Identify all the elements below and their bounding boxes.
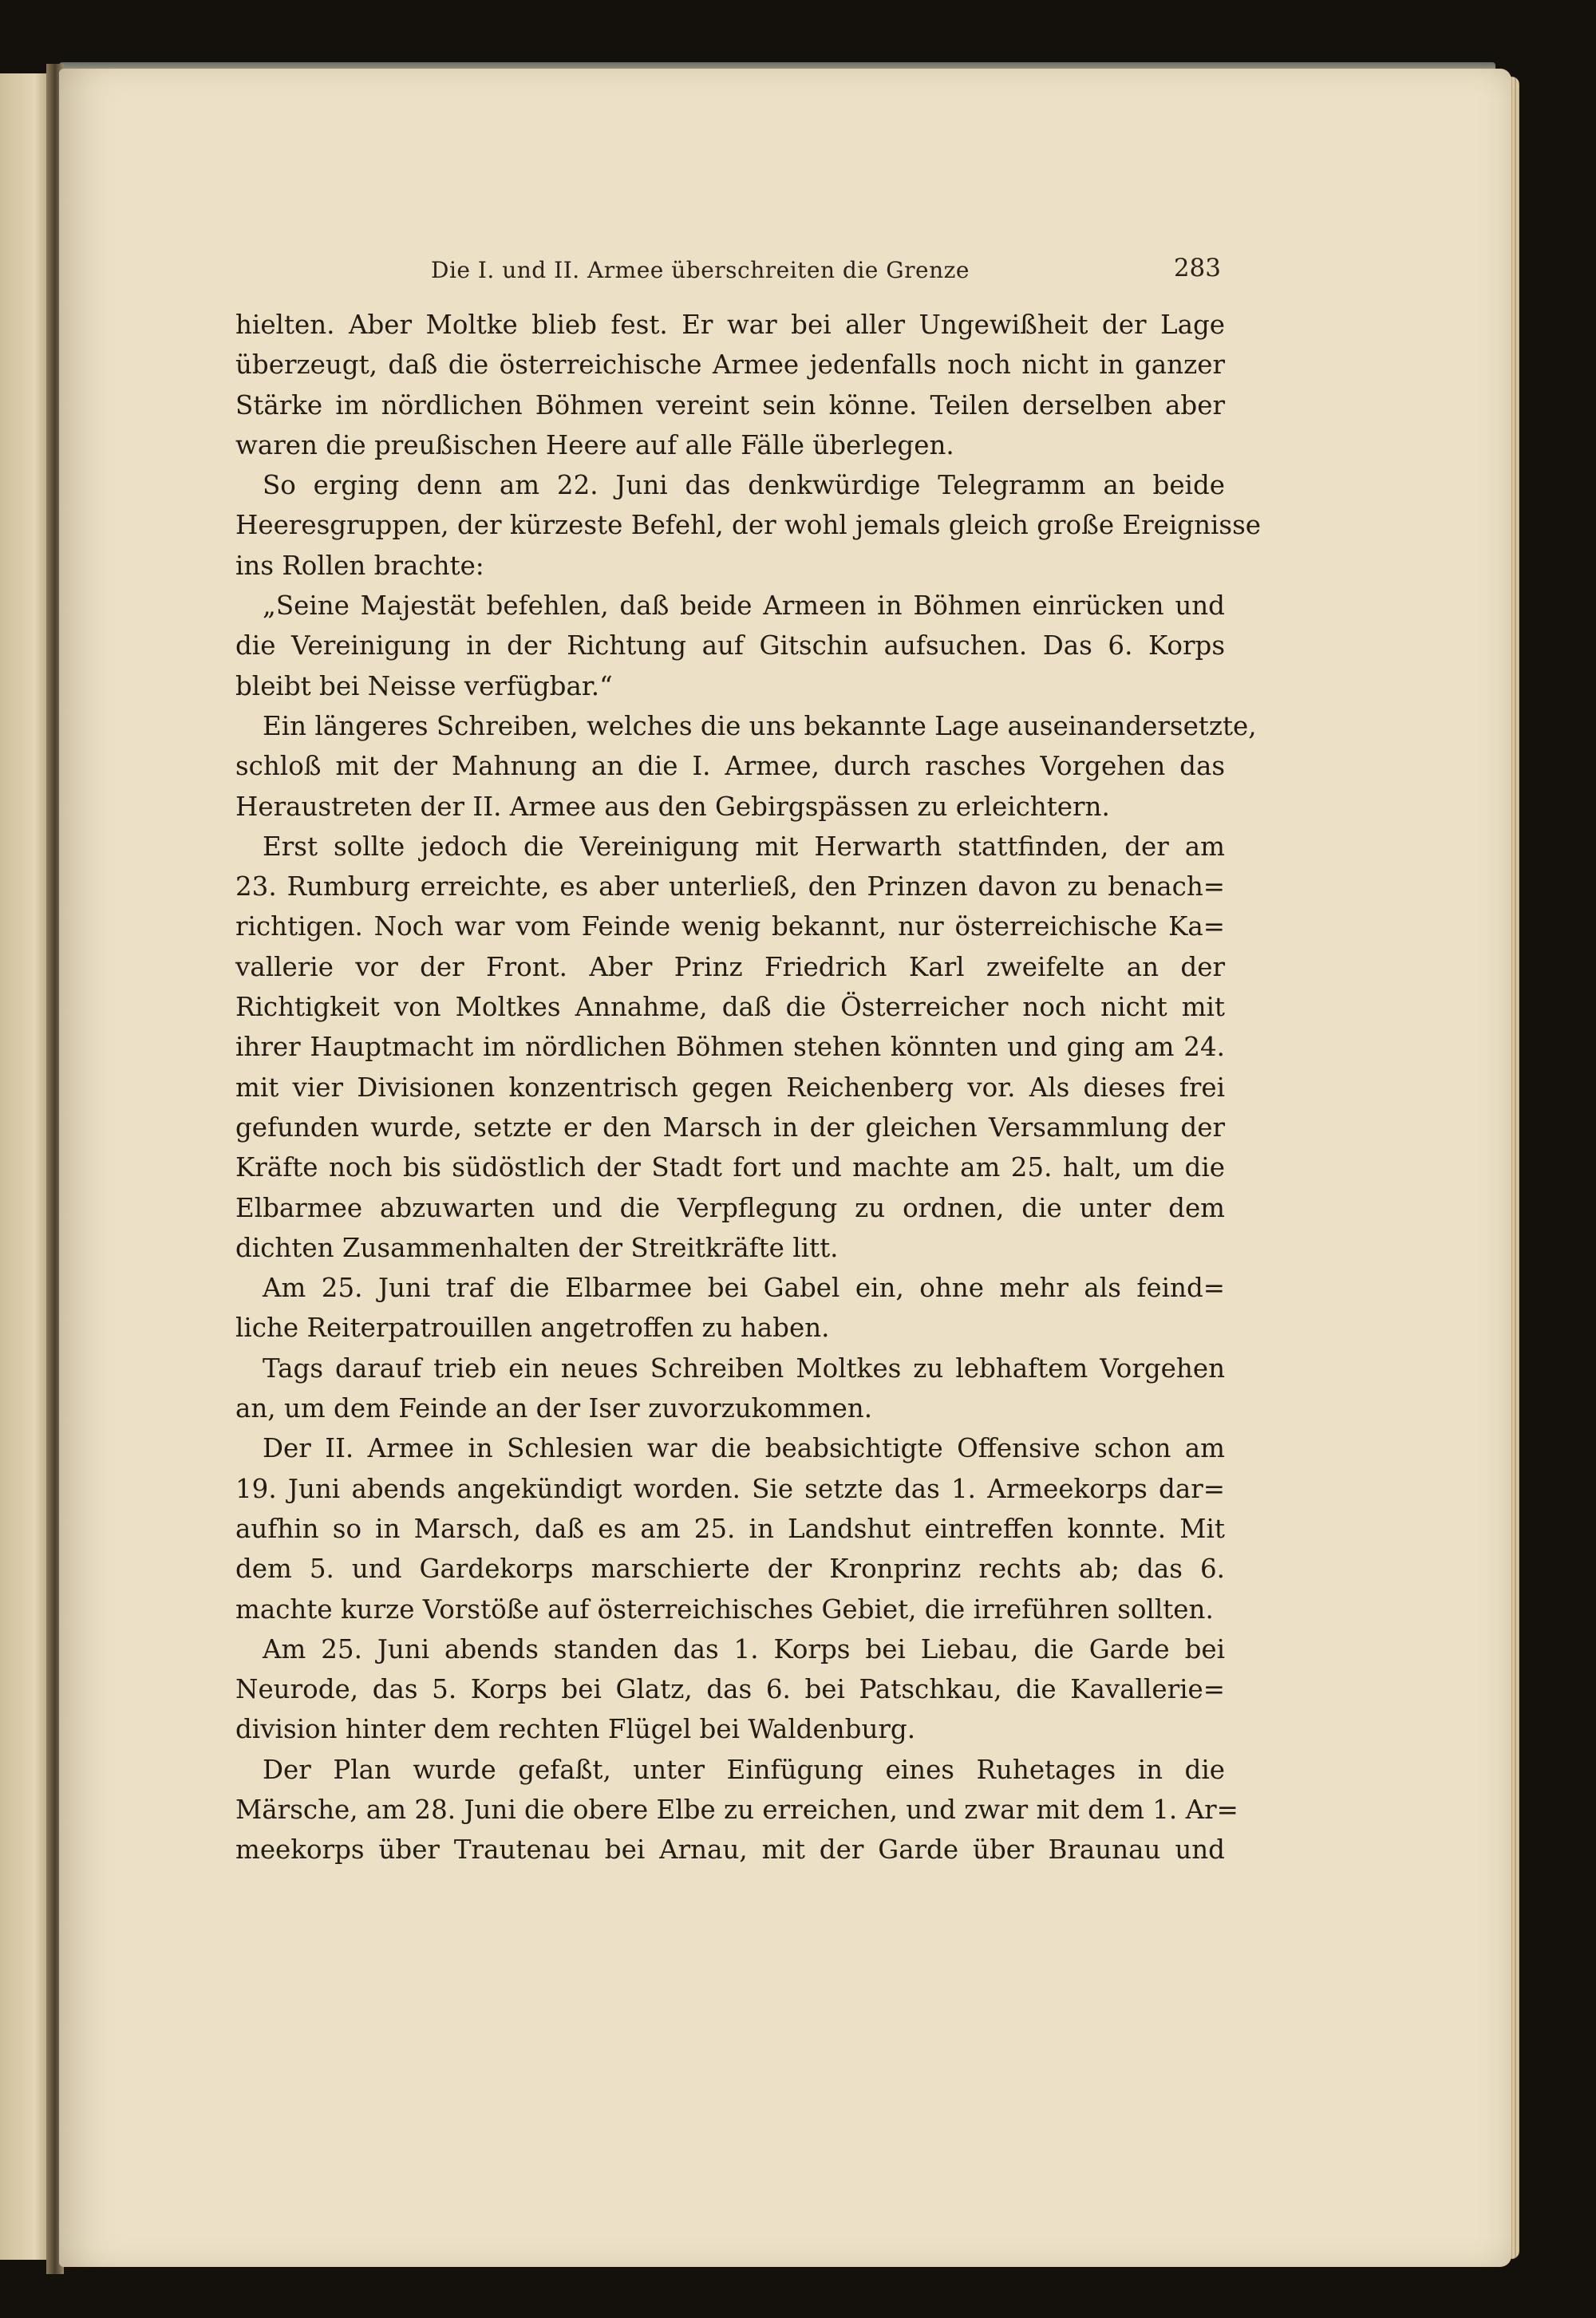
text-line: Der II. Armee in Schlesien war die beabsichtigte Offensive schon am [263,1433,1225,1464]
running-title: Die I. und II. Armee überschreiten die Grenze [431,257,970,283]
text-line: dichten Zusammenhalten der Streitkräfte litt. [235,1232,839,1263]
text-line: Am 25. Juni abends standen das 1. Korps bei Liebau, die Garde bei [263,1633,1225,1664]
text-line: waren die preußischen Heere auf alle Fälle überlegen. [235,429,954,460]
text-line: Heraustreten der II. Armee aus den Gebirgspässen zu erleichtern. [235,791,1110,822]
text-line: meekorps über Trautenau bei Arnau, mit der Garde über Braunau und [235,1834,1225,1866]
text-line: „Seine Majestät befehlen, daß beide Armeen in Böhmen einrücken und [263,590,1225,622]
text-line: dem 5. und Gardekorps marschierte der Kronprinz rechts ab; das 6. [235,1554,1225,1585]
text-line: Märsche, am 28. Juni die obere Elbe zu erreichen, und zwar mit dem 1. Ar= [235,1794,1238,1825]
text-line: bleibt bei Neisse verfügbar.“ [235,670,613,701]
text-line: mit vier Divisionen konzentrisch gegen Reichenberg vor. Als dieses frei [235,1072,1225,1103]
text-line: division hinter dem rechten Flügel bei Waldenburg. [235,1714,916,1745]
text-line: 23. Rumburg erreichte, es aber unterließ, den Prinzen davon zu benach= [235,871,1225,902]
page-number: 283 [1173,254,1221,282]
text-line: die Vereinigung in der Richtung auf Gitschin aufsuchen. Das 6. Korps [235,630,1225,661]
text-line: Richtigkeit von Moltkes Annahme, daß die Österreicher noch nicht mit [235,992,1225,1023]
text-line: Neurode, das 5. Korps bei Glatz, das 6. bei Patschkau, die Kavallerie= [235,1674,1225,1705]
text-line: ins Rollen brachte: [235,550,484,581]
text-line: So erging denn am 22. Juni das denkwürdige Telegramm an beide [263,470,1225,501]
text-line: ihrer Hauptmacht im nördlichen Böhmen stehen könnten und ging am 24. [235,1032,1225,1063]
text-line: an, um dem Feinde an der Iser zuvorzukommen. [235,1393,873,1424]
text-line: Am 25. Juni traf die Elbarmee bei Gabel ein, ohne mehr als feind= [263,1273,1225,1304]
text-line: Tags darauf trieb ein neues Schreiben Moltkes zu lebhaftem Vorgehen [263,1352,1225,1384]
text-line: liche Reiterpatrouillen angetroffen zu haben. [235,1313,830,1344]
text-line: aufhin so in Marsch, daß es am 25. in Landshut eintreffen konnte. Mit [235,1513,1225,1544]
text-line: Der Plan wurde gefaßt, unter Einfügung eines Ruhetages in die [263,1754,1225,1785]
text-line: Stärke im nördlichen Böhmen vereint sein könne. Teilen derselben aber [235,389,1225,421]
text-line: Heeresgruppen, der kürzeste Befehl, der wohl jemals gleich große Ereignisse [235,510,1261,541]
text-line: schloß mit der Mahnung an die I. Armee, durch rasches Vorgehen das [235,751,1225,782]
text-line: machte kurze Vorstöße auf österreichisches Gebiet, die irreführen sollten. [235,1593,1214,1625]
text-line: Erst sollte jedoch die Vereinigung mit Herwarth stattfinden, der am [263,831,1225,862]
text-line: vallerie vor der Front. Aber Prinz Friedrich Karl zweifelte an der [235,951,1225,982]
text-line: Elbarmee abzuwarten und die Verpflegung zu ordnen, die unter dem [235,1192,1225,1223]
text-line: 19. Juni abends angekündigt worden. Sie setzte das 1. Armeekorps dar= [235,1473,1225,1504]
left-page-edge [0,73,49,2260]
text-line: richtigen. Noch war vom Feinde wenig bekannt, nur österreichische Ka= [235,911,1225,942]
text-line: Ein längeres Schreiben, welches die uns bekannte Lage auseinandersetzte, [263,710,1257,741]
body-text [235,305,1261,1870]
text-line: Kräfte noch bis südöstlich der Stadt fort und machte am 25. halt, um die [235,1152,1225,1183]
text-line: überzeugt, daß die österreichische Armee jedenfalls noch nicht in ganzer [235,349,1225,381]
text-line: gefunden wurde, setzte er den Marsch in der gleichen Versammlung der [235,1112,1225,1143]
text-line: hielten. Aber Moltke blieb fest. Er war bei aller Ungewißheit der Lage [235,310,1225,340]
